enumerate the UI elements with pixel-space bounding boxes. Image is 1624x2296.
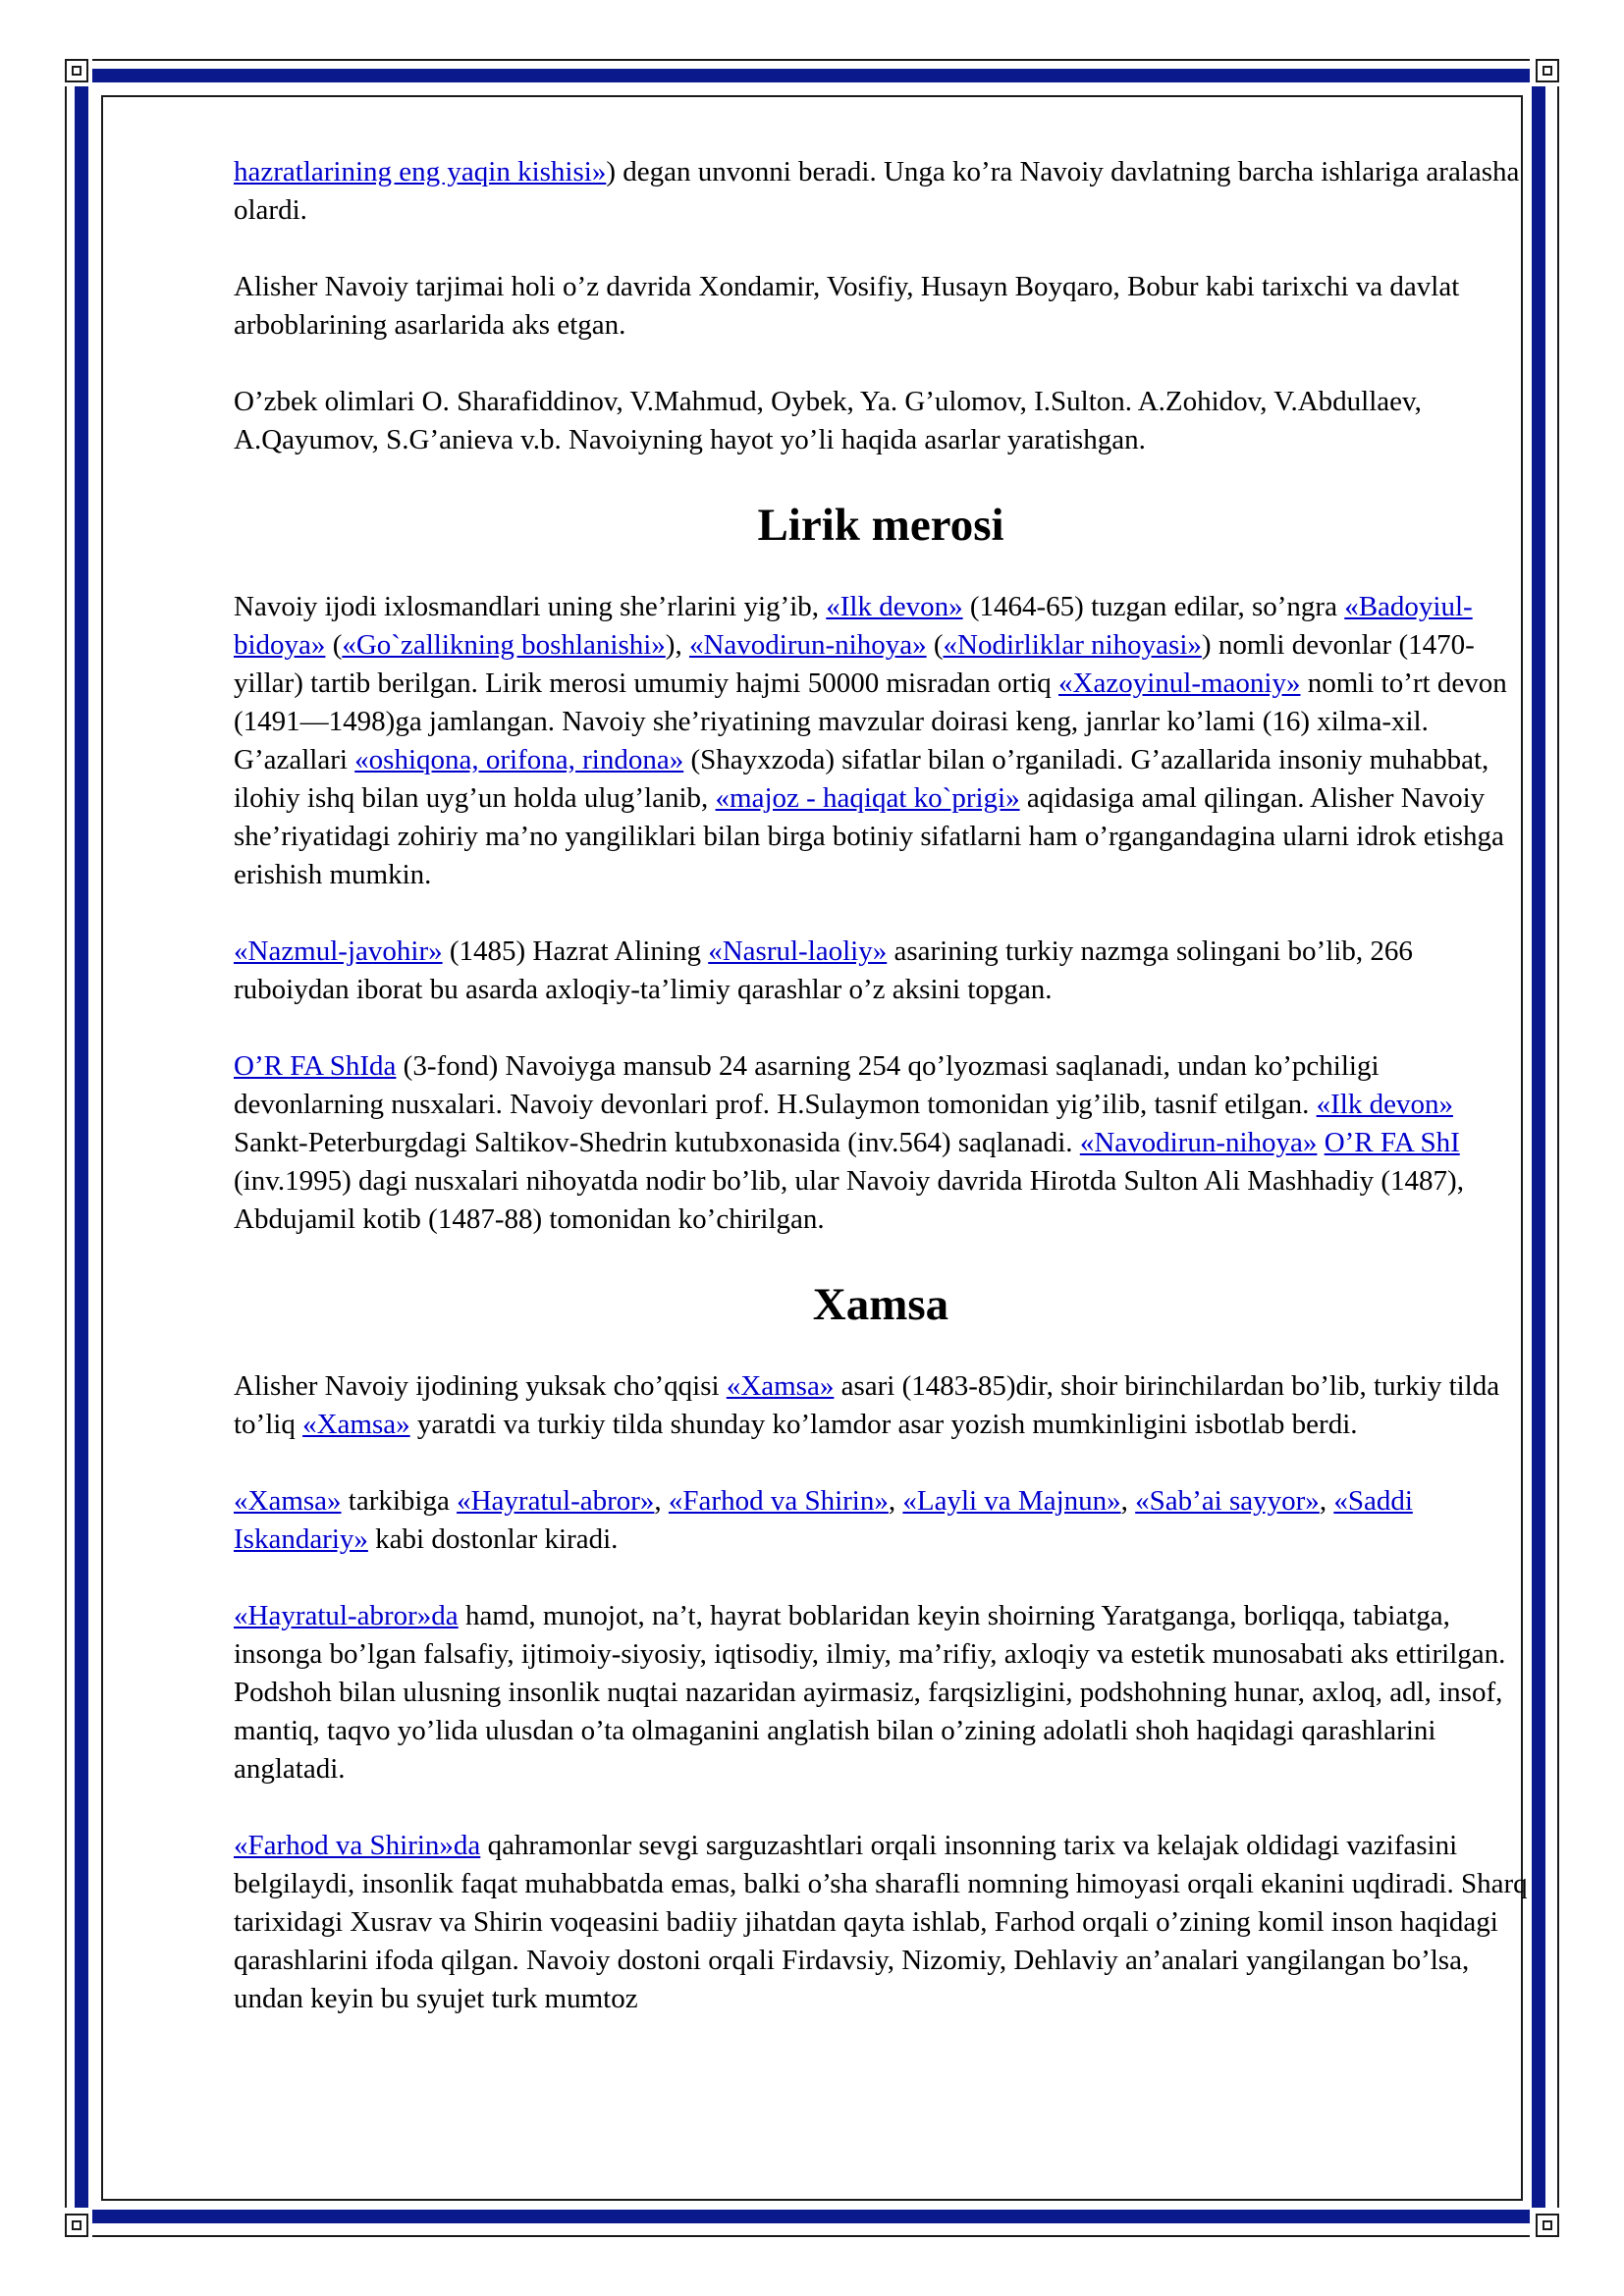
corner-ornament-top-right (1530, 53, 1563, 86)
corner-ornament-bottom-left (59, 2208, 92, 2241)
text: nomli to’rt devon (1491—1498)ga jamlangan. Navoiy she’riyatining mavzular doirasi keng, janrlar ko’lami (16) xilma-xil. G’azallari (234, 667, 1507, 775)
paragraph-biography-sources (234, 268, 1528, 345)
link-nazmul-javohir[interactable]: «Nazmul-javohir» (234, 935, 443, 967)
link-xazoyinul-maoniy[interactable]: «Xazoyinul-maoniy» (1058, 667, 1301, 699)
link-ilk-devon[interactable]: «Ilk devon» (826, 591, 963, 622)
text: (1485) Hazrat Alining (442, 935, 709, 967)
link-nodirliklar-nihoyasi[interactable]: «Nodirliklar nihoyasi» (943, 629, 1202, 661)
text (1317, 1127, 1324, 1158)
text: hamd, munojot, na’t, hayrat boblaridan keyin shoirning Yaratganga, borliqqa, tabiatga, insonga bo’lgan falsafiy, ijtimoiy-siyosiy, iqtisodiy, ilmiy, ma’rifiy, axloqiy va estetik munosabati aks ettirilgan. Podshoh bilan ulusning insonlik nuqtai nazaridan ayirmasiz, farqsizligini, podshohning hunar, axloq, adl, insof, mantiq, taqvo yo’lida ulusdan o’ta olmaganini anglatish bilan o’zining adolatli shoh haqidagi qarashlarini anglatadi. (234, 1600, 1506, 1785)
link-hazratlarining[interactable]: hazratlarining eng yaqin kishisi» (234, 156, 607, 187)
corner-ornament-bottom-right (1530, 2208, 1563, 2241)
text: tarkibiga (341, 1485, 458, 1517)
text: yaratdi va turkiy tilda shunday ko’lamdor asar yozish mumkinligini isbotlab berdi. (409, 1409, 1358, 1440)
text: Navoiy ijodi ixlosmandlari uning she’rlarini yig’ib, (234, 591, 827, 622)
link-badoyiul-bidoya[interactable]: «Badoyiul-bidoya» (234, 591, 1473, 661)
link-or-fa-shida[interactable]: O’R FA ShIda (234, 1050, 397, 1082)
link-or-fa-shi[interactable]: O’R FA ShI (1324, 1127, 1460, 1158)
link-nasrul-laoliy[interactable]: «Nasrul-laoliy» (708, 935, 888, 967)
text: ( (325, 629, 343, 661)
heading-lirik-merosi: Lirik merosi (757, 500, 1004, 551)
text: asari (1483-85)dir, shoir birinchilardan bo’lib, turkiy tilda to’liq (234, 1370, 1500, 1440)
link-layli-va-majnun[interactable]: «Layli va Majnun» (902, 1485, 1121, 1517)
text: aqidasiga amal qilingan. Alisher Navoiy she’riyatidagi zohiriy ma’no yangiliklari bilan birga botiniy sifatlarni ham o’rgangandagina ularni idrok etishga erishish mumkin. (234, 782, 1504, 890)
text: O’zbek olimlari O. Sharafiddinov, V.Mahmud, Oybek, Ya. G’ulomov, I.Sulton. A.Zohidov, V.Abdullaev, A.Qayumov, S.G’anieva v.b. Navoiyning hayot yo’li haqida asarlar yaratishgan. (234, 386, 1422, 455)
text: (inv.1995) dagi nusxalari nihoyatda nodir bo’lib, ular Navoiy davrida Hirotda Sulton Ali Mashhadiy (1487), Abdujamil kotib (1487-88) tomonidan ko’chirilgan. (234, 1165, 1464, 1235)
link-navodirun-nihoya-2[interactable]: «Navodirun-nihoya» (1079, 1127, 1318, 1158)
text: ) degan unvonni beradi. Unga ko’ra Navoiy davlatning barcha ishlariga aralasha olardi. (234, 156, 1520, 226)
link-oshiqona-orifona-rindona[interactable]: «oshiqona, orifona, rindona» (354, 744, 684, 775)
link-ilk-devon-2[interactable]: «Ilk devon» (1316, 1089, 1453, 1120)
text: Alisher Navoiy tarjimai holi o’z davrida Xondamir, Vosifiy, Husayn Boyqaro, Bobur kabi tarixchi va davlat arboblarining asarlarida aks etgan. (234, 271, 1460, 341)
link-xamsa-3[interactable]: «Xamsa» (234, 1485, 342, 1517)
link-sabai-sayyor[interactable]: «Sab’ai sayyor» (1135, 1485, 1320, 1517)
link-farhod-va-shirin[interactable]: «Farhod va Shirin» (668, 1485, 889, 1517)
paragraph-manuscripts (234, 1047, 1528, 1239)
text: asarining turkiy nazmga solingani bo’lib, 266 ruboiydan iborat bu asarda axloqiy-ta’limiy qarashlar o’z aksini topgan. (234, 935, 1413, 1005)
link-majoz-haqiqat[interactable]: «majoz - haqiqat ko`prigi» (715, 782, 1020, 814)
text: (Shayxzoda) sifatlar bilan o’rganiladi. G’azallarida insoniy muhabbat, ilohiy ishq bilan uyg’un holda ulug’lanib, (234, 744, 1489, 814)
link-hayratul-abror-da[interactable]: «Hayratul-abror»da (234, 1600, 459, 1631)
text: ), (665, 629, 689, 661)
text: Sankt-Peterburgdagi Saltikov-Shedrin kutubxonasida (inv.564) saqlanadi. (234, 1127, 1080, 1158)
text: , (1120, 1485, 1136, 1517)
paragraph-intro-title (234, 153, 1528, 230)
link-navodirun-nihoya[interactable]: «Navodirun-nihoya» (688, 629, 927, 661)
link-xamsa-2[interactable]: «Xamsa» (302, 1409, 410, 1440)
document-body (234, 153, 1528, 2056)
paragraph-xamsa-contents (234, 1482, 1528, 1559)
link-hayratul-abror[interactable]: «Hayratul-abror» (457, 1485, 655, 1517)
text: ) nomli devonlar (1470-yillar) tartib berilgan. Lirik merosi umumiy hajmi 50000 misradan ortiq (234, 629, 1475, 699)
text: (3-fond) Navoiyga mansub 24 asarning 254 qo’lyozmasi saqlanadi, undan ko’pchiligi devonlarning nusxalari. Navoiy devonlari prof. H.Sulaymon tomonidan yig’ilib, tasnif etilgan. (234, 1050, 1380, 1120)
link-saddi-iskandariy[interactable]: «Saddi Iskandariy» (234, 1485, 1413, 1555)
text: kabi dostonlar kiradi. (367, 1523, 619, 1555)
text: ( (926, 629, 944, 661)
text: (1464-65) tuzgan edilar, so’ngra (962, 591, 1345, 622)
link-xamsa[interactable]: «Xamsa» (726, 1370, 835, 1402)
link-gozallikning-boshlanishi[interactable]: «Go`zallikning boshlanishi» (342, 629, 666, 661)
text: qahramonlar sevgi sarguzashtlari orqali insonning tarix va kelajak oldidagi vazifasini belgilaydi, insonlik faqat muhabbatda emas, balki o’sha sharafli nomning himoyasi orqali ekanini uqdiradi. Sharq tarixidagi Xusrav va Shirin voqeasini badiiy jihatdan qayta ishlab, Farhod orqali o’zining komil inson haqidagi qarashlarini ifoda qilgan. Navoiy dostoni orqali Firdavsiy, Nizomiy, Dehlaviy an’analari yangilangan bo’lsa, undan keyin bu syujet turk mumtoz (234, 1830, 1528, 2014)
paragraph-farhod-va-shirin (234, 1827, 1528, 2018)
corner-ornament-top-left (59, 53, 92, 86)
text: , (1319, 1485, 1334, 1517)
link-farhod-va-shirin-da[interactable]: «Farhod va Shirin»da (234, 1830, 481, 1861)
text: Alisher Navoiy ijodining yuksak cho’qqisi (234, 1370, 727, 1402)
heading-xamsa: Xamsa (812, 1279, 949, 1330)
paragraph-nazmul-javohir (234, 933, 1528, 1009)
paragraph-hayratul-abror (234, 1597, 1528, 1789)
paragraph-lyric-heritage (234, 588, 1528, 894)
text: , (654, 1485, 669, 1517)
text: , (888, 1485, 903, 1517)
paragraph-xamsa-intro (234, 1367, 1528, 1444)
paragraph-uzbek-scholars (234, 383, 1528, 459)
